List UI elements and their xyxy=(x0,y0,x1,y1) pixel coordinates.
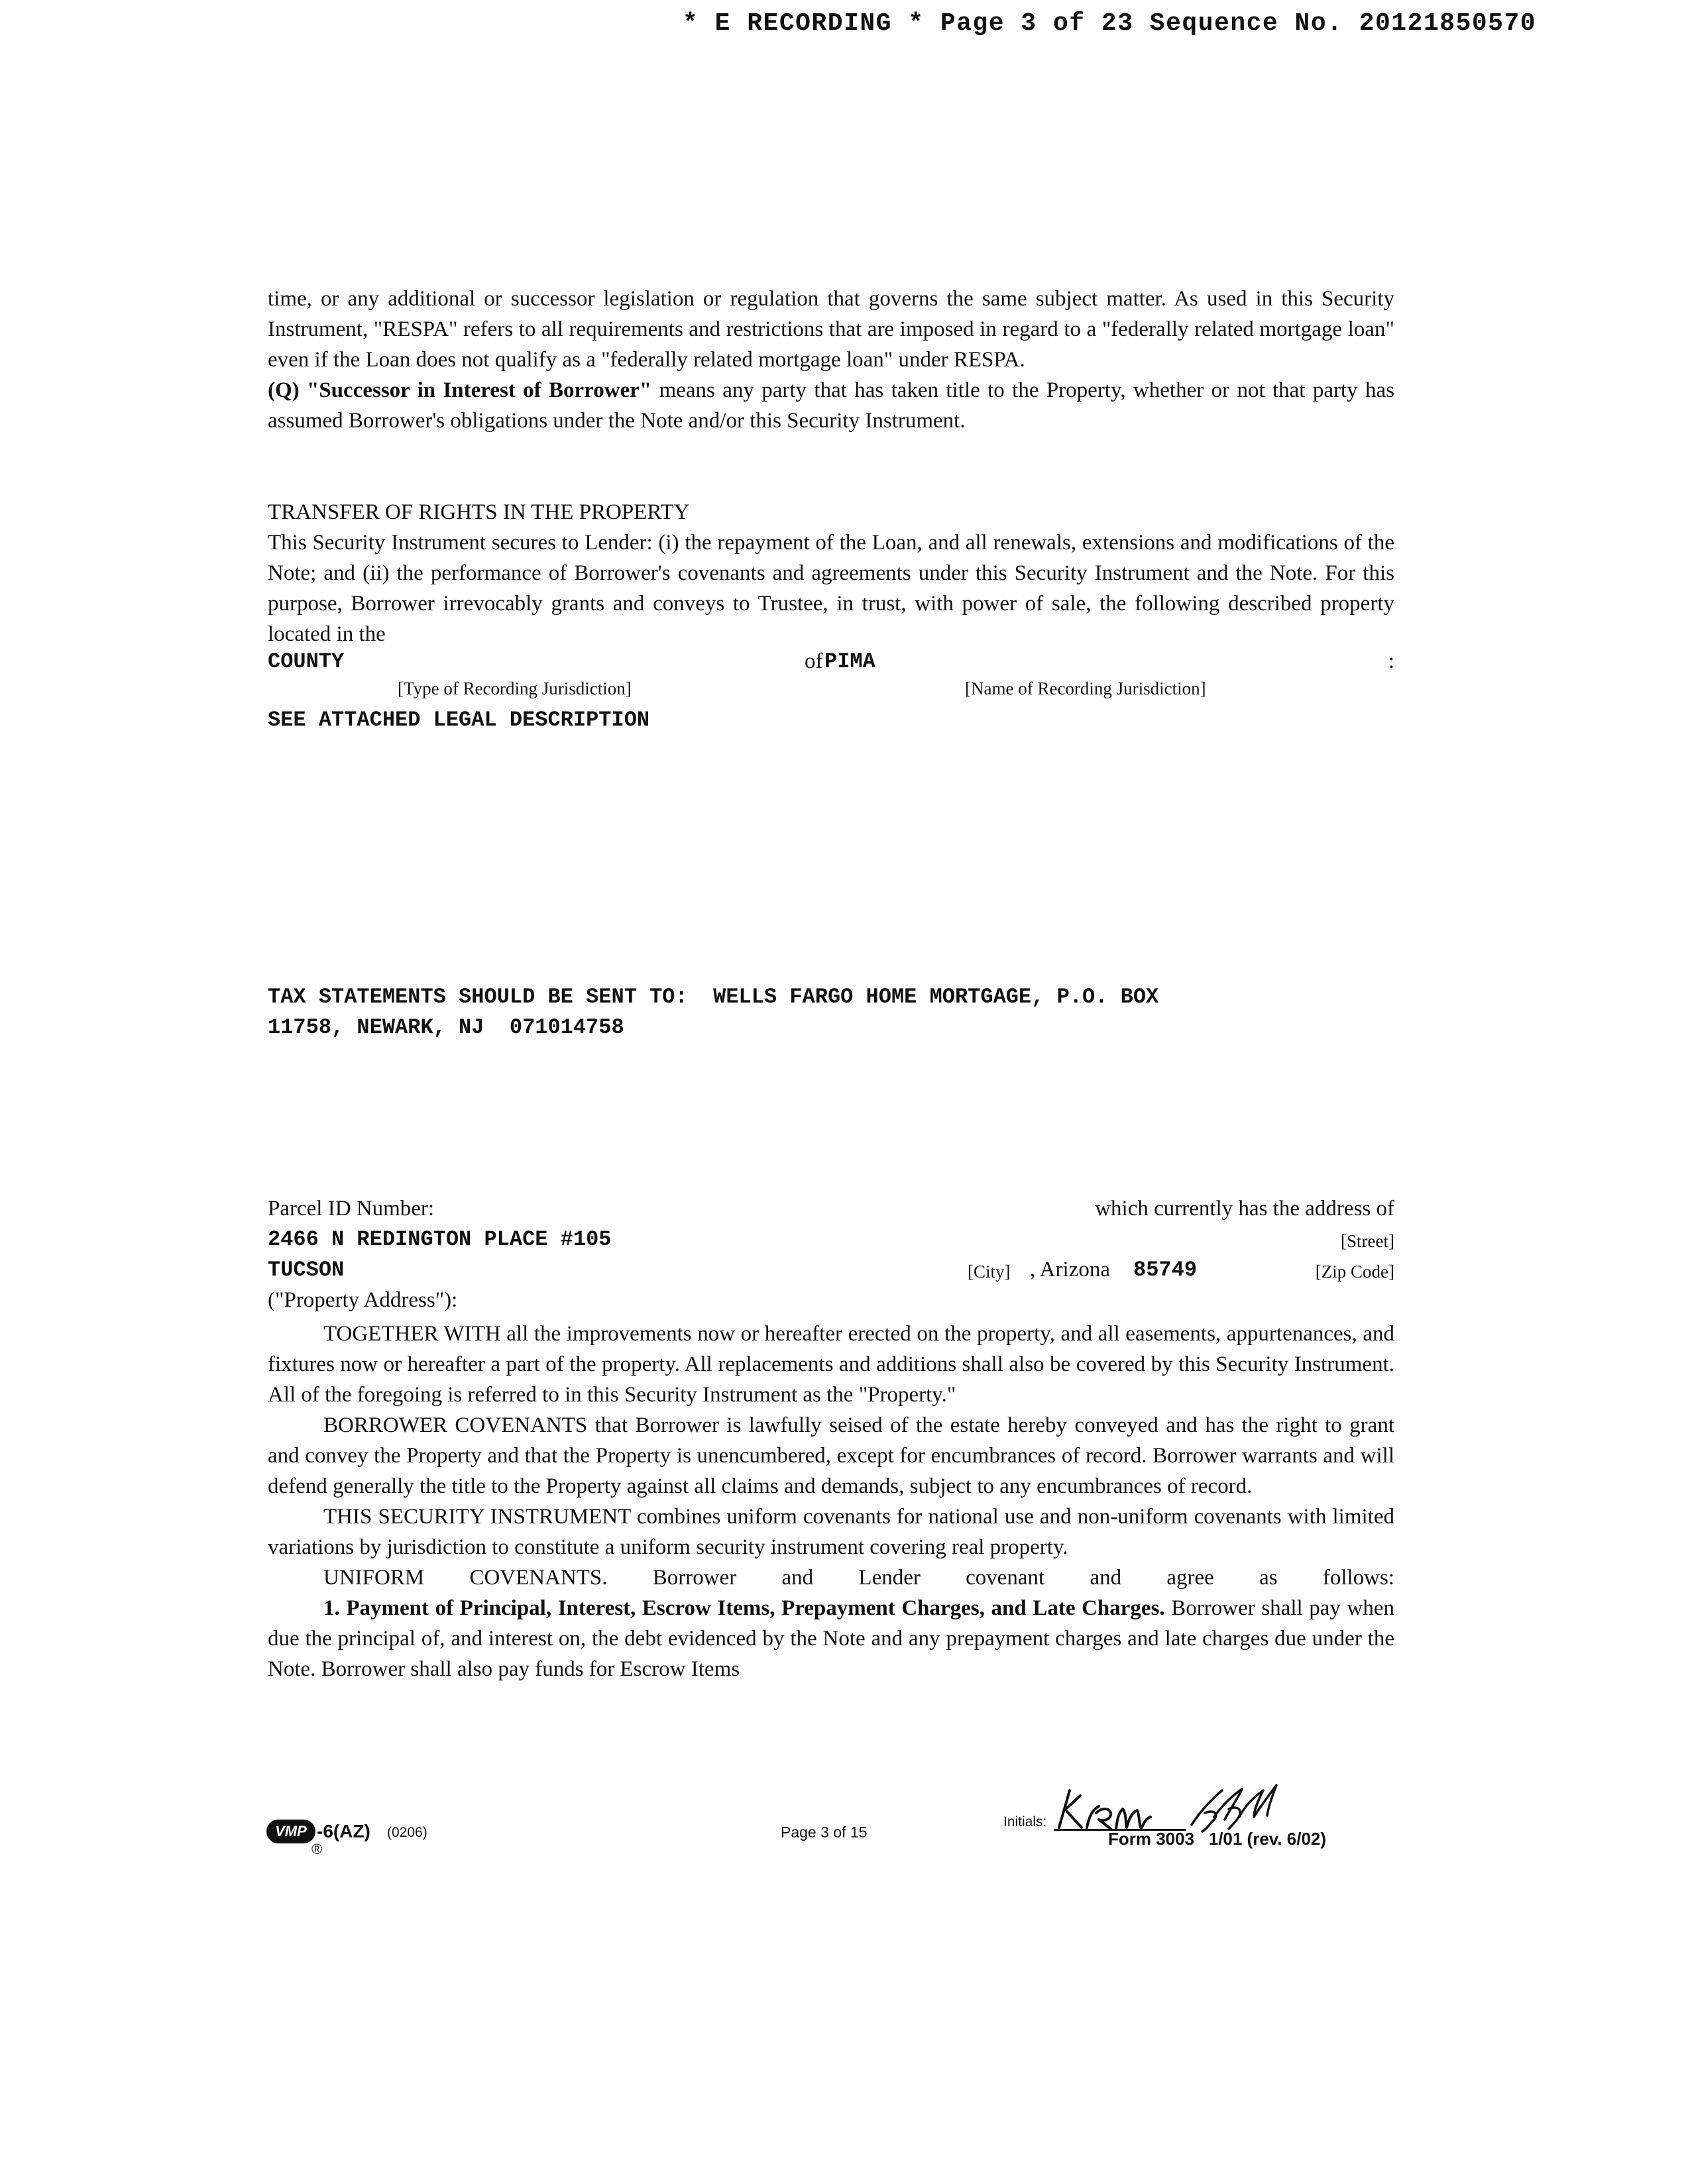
tax-statements-line-2: 11758, NEWARK, NJ 071014758 xyxy=(268,1015,624,1040)
tax-statements-line-1: TAX STATEMENTS SHOULD BE SENT TO: WELLS FARGO HOME MORTGAGE, P.O. BOX xyxy=(268,985,1159,1009)
address-intro: which currently has the address of xyxy=(1095,1197,1394,1221)
section-1-text: Borrower shall pay when due the principal of, and interest on, the debt evidenced by the Note and any prepayment charges and late charges due under the Note. Borrower shall also pay funds for Escrow Items xyxy=(268,1596,1394,1681)
initials-signature-kkm xyxy=(1192,1785,1276,1831)
state-text: , Arizona xyxy=(1030,1258,1110,1282)
section-1-title: 1. Payment of Principal, Interest, Escrow Items, Prepayment Charges, and Late Charges. xyxy=(323,1596,1165,1620)
parcel-id-label: Parcel ID Number: xyxy=(268,1197,435,1221)
jurisdiction-name-caption: [Name of Recording Jurisdiction] xyxy=(965,679,1206,698)
form-number: Form 3003 1/01 (rev. 6/02) xyxy=(1108,1829,1327,1849)
vmp-logo xyxy=(266,1820,315,1843)
transfer-paragraph: This Security Instrument secures to Lender: (i) the repayment of the Loan, and all renewals, extensions and modifications of the Note; and (ii) the performance of Borrower's covenants and agreements under this Security Instrument and the Note. For this purpose, Borrower irrevocably grants and conveys to Trustee, in trust, with power of sale, the following described property located in the xyxy=(268,531,1394,646)
jurisdiction-name-value: PIMA xyxy=(824,649,875,674)
tax-statements xyxy=(268,982,1158,1043)
recording-stamp: * E RECORDING * Page 3 of 23 Sequence No. 20121850570 xyxy=(683,9,1537,38)
section-1-paragraph xyxy=(268,1593,1394,1684)
zip-value: 85749 xyxy=(1133,1258,1198,1282)
vmp-logo-text: VMP xyxy=(275,1823,307,1839)
jurisdiction-row xyxy=(268,649,1394,680)
city-caption: [City] xyxy=(968,1262,1011,1282)
jurisdiction-colon: : xyxy=(1388,649,1394,673)
transfer-heading: TRANSFER OF RIGHTS IN THE PROPERTY xyxy=(268,500,690,524)
initials-label: Initials: xyxy=(1003,1814,1047,1829)
initials-signature-krm xyxy=(1059,1790,1151,1829)
respa-paragraph: time, or any additional or successor legislation or regulation that governs the same subject matter. As used in this Security Instrument, "RESPA" refers to all requirements and restrictions that are imposed in regard to a "federally related mortgage loan" even if the Loan does not qualify as a "federally related mortgage loan" under RESPA. xyxy=(268,287,1394,372)
borrower-covenants-paragraph: BORROWER COVENANTS that Borrower is lawfully seised of the estate hereby conveyed and has the right to grant and convey the Property and that the Property is unencumbered, except for encumbrances of record. Borrower warrants and will defend generally the title to the Property against all claims and demands, subject to any encumbrances of record. xyxy=(268,1413,1394,1498)
property-address-label-row xyxy=(268,1288,1394,1319)
city-value: TUCSON xyxy=(268,1258,345,1282)
covenant-paragraphs xyxy=(268,1319,1394,1684)
street-value: 2466 N REDINGTON PLACE #105 xyxy=(268,1227,612,1252)
registered-mark: ® xyxy=(311,1841,323,1857)
zip-caption: [Zip Code] xyxy=(1315,1262,1394,1282)
legal-description: SEE ATTACHED LEGAL DESCRIPTION xyxy=(268,708,650,732)
definition-q-label: (Q) "Successor in Interest of Borrower" xyxy=(268,378,652,402)
street-caption: [Street] xyxy=(1341,1231,1394,1251)
this-security-paragraph: THIS SECURITY INSTRUMENT combines uniform covenants for national use and non-uniform covenants with limited variations by jurisdiction to constitute a uniform security instrument covering real property. xyxy=(268,1505,1394,1559)
jurisdiction-of-label: of xyxy=(805,649,823,673)
form-version: (0206) xyxy=(387,1825,427,1840)
property-address-label: ("Property Address"): xyxy=(268,1288,458,1312)
together-with-paragraph: TOGETHER WITH all the improvements now or hereafter erected on the property, and all easements, appurtenances, and fixtures now or hereafter a part of the property. All replacements and additions shall also be covered by this Security Instrument. All of the foregoing is referred to in this Security Instrument as the "Property." xyxy=(268,1322,1394,1407)
parcel-row xyxy=(268,1197,1394,1227)
jurisdiction-type-value: COUNTY xyxy=(268,649,345,674)
uniform-covenants-paragraph: UNIFORM COVENANTS. Borrower and Lender covenant and agree as follows: xyxy=(323,1566,1394,1590)
jurisdiction-caption-row xyxy=(268,679,1394,702)
definition-q xyxy=(268,375,1394,436)
city-row xyxy=(268,1258,1394,1288)
definition-q-text: means any party that has taken title to the Property, whether or not that party has assumed Borrower's obligations under the Note and/or this Security Instrument. xyxy=(268,378,1394,433)
street-row xyxy=(268,1227,1394,1258)
transfer-section xyxy=(268,497,1394,649)
form-code: -6(AZ) xyxy=(317,1821,370,1841)
respa-section xyxy=(268,284,1394,436)
jurisdiction-type-caption: [Type of Recording Jurisdiction] xyxy=(398,679,632,698)
page-label: Page 3 of 15 xyxy=(781,1824,868,1841)
